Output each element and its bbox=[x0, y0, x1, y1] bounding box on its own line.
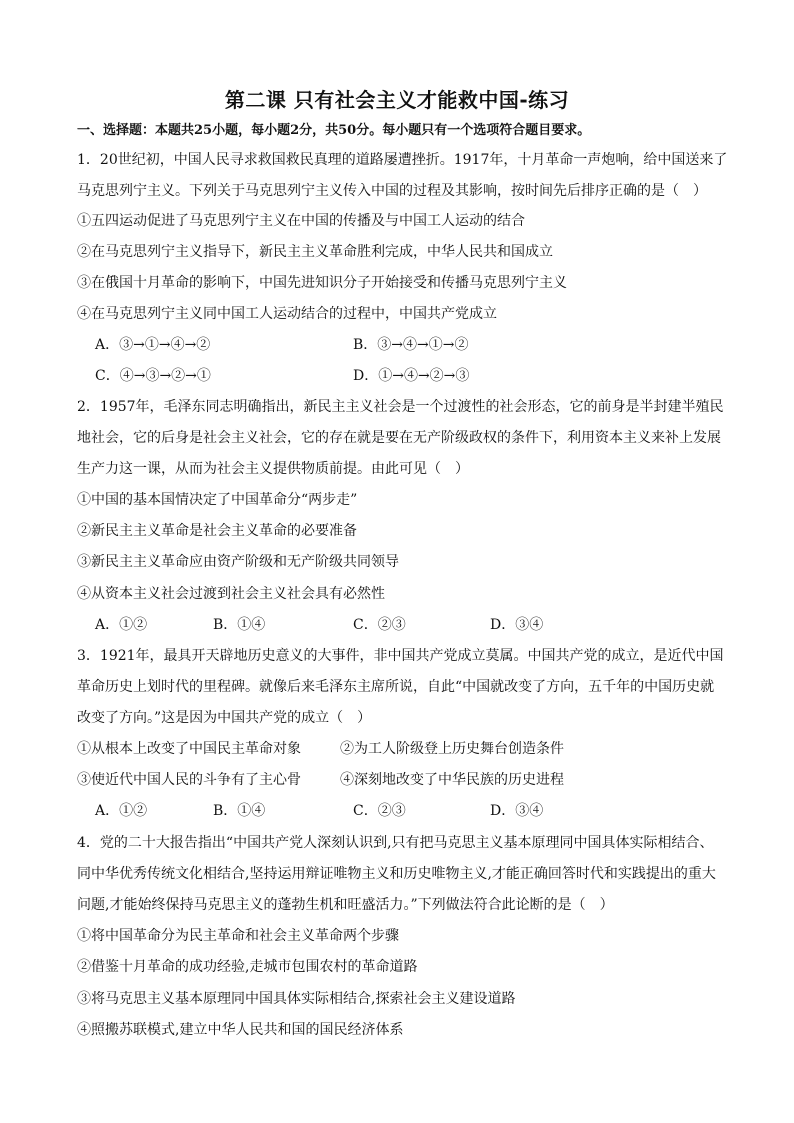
q1-stem-line-2: 马克思列宁主义。下列关于马克思列宁主义传入中国的过程及其影响，按时间先后排序正确的是（ ） bbox=[77, 183, 707, 199]
q3-item-4: ④深刻地改变了中华民族的历史进程 bbox=[340, 772, 564, 788]
q3-option-d: D．③④ bbox=[490, 803, 544, 819]
q3-option-c: C．②③ bbox=[353, 803, 406, 819]
q3-stem-line-2: 革命历史上划时代的里程碑。就像后来毛泽东主席所说，自此“中国就改变了方向，五千年的中国历史就 bbox=[77, 679, 715, 695]
q2-stem-line-3: 生产力这一课，从而为社会主义提供物质前提。由此可见（ ） bbox=[77, 461, 469, 477]
q2-option-d: D．③④ bbox=[490, 617, 544, 633]
q3-option-b: B．①④ bbox=[213, 803, 266, 819]
q4-stem-line-2: 同中华优秀传统文化相结合,坚持运用辩证唯物主义和历史唯物主义,才能正确回答时代和实践提出的重大 bbox=[77, 866, 716, 882]
page-title: 第二课 只有社会主义才能救中国-练习 bbox=[224, 88, 570, 112]
section-heading: 一、选择题：本题共25小题，每小题2分，共50分。每小题只有一个选项符合题目要求。 bbox=[77, 123, 591, 138]
q1-item-4: ④在马克思列宁主义同中国工人运动结合的过程中，中国共产党成立 bbox=[77, 306, 497, 322]
q2-item-2: ②新民主主义革命是社会主义革命的必要准备 bbox=[77, 523, 357, 539]
q4-item-1: ①将中国革命分为民主革命和社会主义革命两个步骤 bbox=[77, 928, 399, 944]
q2-option-b: B．①④ bbox=[213, 617, 266, 633]
q2-item-4: ④从资本主义社会过渡到社会主义社会具有必然性 bbox=[77, 586, 385, 602]
q1-option-b: B．③→④→①→② bbox=[353, 337, 469, 353]
q1-item-1: ①五四运动促进了马克思列宁主义在中国的传播及与中国工人运动的结合 bbox=[77, 213, 525, 229]
q3-item-2: ②为工人阶级登上历史舞台创造条件 bbox=[340, 741, 564, 757]
q4-stem-line-1: 4．党的二十大报告指出“中国共产党人深刻认识到,只有把马克思主义基本原理同中国具体实际相结合、 bbox=[77, 835, 714, 851]
q1-option-c: C．④→③→②→① bbox=[95, 368, 211, 384]
q4-stem-line-3: 问题,才能始终保持马克思主义的蓬勃生机和旺盛活力。”下列做法符合此论断的是（ ） bbox=[77, 897, 614, 913]
q3-item-3: ③使近代中国人民的斗争有了主心骨 bbox=[77, 772, 301, 788]
q1-item-3: ③在俄国十月革命的影响下，中国先进知识分子开始接受和传播马克思列宁主义 bbox=[77, 275, 567, 291]
q3-item-1: ①从根本上改变了中国民主革命对象 bbox=[77, 741, 301, 757]
q3-option-a: A．①② bbox=[95, 803, 148, 819]
q2-stem-line-1: 2．1957年，毛泽东同志明确指出，新民主主义社会是一个过渡性的社会形态，它的前身是半封建半殖民 bbox=[77, 399, 724, 415]
q2-stem-line-2: 地社会，它的后身是社会主义社会，它的存在就是要在无产阶级政权的条件下，利用资本主义来补上发展 bbox=[77, 430, 721, 446]
q1-option-a: A．③→①→④→② bbox=[95, 337, 211, 353]
q2-option-c: C．②③ bbox=[353, 617, 406, 633]
q4-item-2: ②借鉴十月革命的成功经验,走城市包围农村的革命道路 bbox=[77, 959, 418, 975]
q2-option-a: A．①② bbox=[95, 617, 148, 633]
q1-item-2: ②在马克思列宁主义指导下，新民主主义革命胜利完成，中华人民共和国成立 bbox=[77, 244, 553, 260]
q2-item-3: ③新民主主义革命应由资产阶级和无产阶级共同领导 bbox=[77, 554, 399, 570]
q3-stem-line-1: 3．1921年，最具开天辟地历史意义的大事件，非中国共产党成立莫属。中国共产党的成立，是近代中国 bbox=[77, 648, 724, 664]
q2-item-1: ①中国的基本国情决定了中国革命分“两步走” bbox=[77, 492, 358, 508]
q1-stem-line-1: 1．20世纪初，中国人民寻求救国救民真理的道路屡遭挫折。1917年，十月革命一声炮响，给中国送来了 bbox=[77, 152, 728, 168]
q1-option-d: D．①→④→②→③ bbox=[353, 368, 470, 384]
q4-item-3: ③将马克思主义基本原理同中国具体实际相结合,探索社会主义建设道路 bbox=[77, 991, 516, 1007]
q3-stem-line-3: 改变了方向。”这是因为中国共产党的成立（ ） bbox=[77, 710, 372, 726]
q4-item-4: ④照搬苏联模式,建立中华人民共和国的国民经济体系 bbox=[77, 1022, 404, 1038]
